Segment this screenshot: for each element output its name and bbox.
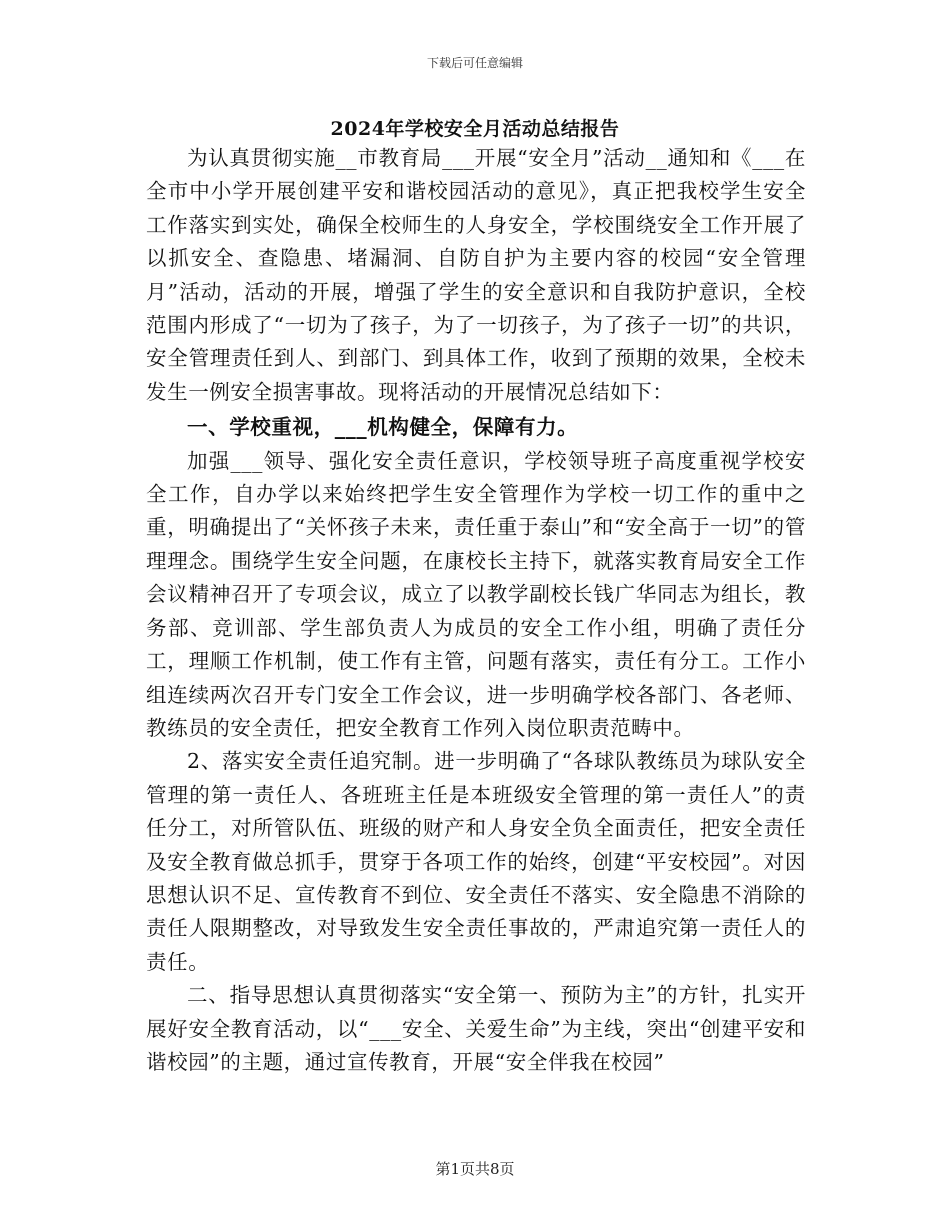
section-heading: 一、学校重视，___机构健全，保障有力。: [187, 415, 579, 440]
body-paragraph: 二、指导思想认真贯彻落实“安全第一、预防为主”的方针，扎实开展好安全教育活动，以“___安全、关爱生命”为主线，突出“创建平安和谐校园”的主题，通过宣传教育，开展“安全伴我在校园”: [146, 983, 806, 1074]
page-footer-number: 第1页共8页: [435, 1160, 515, 1178]
document-body: [146, 142, 806, 1079]
intro-paragraph: 为认真贯彻实施__市教育局___开展“安全月”活动__通知和《___在全市中小学开展创建平安和谐校园活动的意见》，真正把我校学生安全工作落实到实处，确保全校师生的人身安全，学校围绕安全工作开展了以抓安全、查隐患、堵漏洞、自防自护为主要内容的校园“安全管理月”活动，活动的开展，增强了学生的安全意识和自我防护意识，全校范围内形成了“一切为了孩子，为了一切孩子，为了孩子一切”的共识，安全管理责任到人、到部门、到具体工作，收到了预期的效果，全校未发生一例安全损害事故。现将活动的开展情况总结如下：: [146, 146, 806, 404]
body-paragraph: 2、落实安全责任追究制。进一步明确了“各球队教练员为球队安全管理的第一责任人、各班班主任是本班级安全管理的第一责任人”的责任分工，对所管队伍、班级的财产和人身安全负全面责任，把安全责任及安全教育做总抓手，贯穿于各项工作的始终，创建“平安校园”。对因思想认识不足、宣传教育不到位、安全责任不落实、安全隐患不消除的责任人限期整改，对导致发生安全责任事故的，严肃追究第一责任人的责任。: [146, 749, 806, 974]
body-paragraph: 加强___领导、强化安全责任意识，学校领导班子高度重视学校安全工作，自办学以来始终把学生安全管理作为学校一切工作的重中之重，明确提出了“关怀孩子未来，责任重于泰山”和“安全高于一切”的管理理念。围绕学生安全问题，在康校长主持下，就落实教育局安全工作会议精神召开了专项会议，成立了以教学副校长钱广华同志为组长，教务部、竞训部、学生部负责人为成员的安全工作小组，明确了责任分工，理顺工作机制，使工作有主管，问题有落实，责任有分工。工作小组连续两次召开专门安全工作会议，进一步明确学校各部门、各老师、教练员的安全责任，把安全教育工作列入岗位职责范畴中。: [146, 448, 806, 740]
page-header-note: 下载后可任意编辑: [426, 56, 523, 70]
document-title: 2024年学校安全月活动总结报告: [330, 118, 620, 140]
